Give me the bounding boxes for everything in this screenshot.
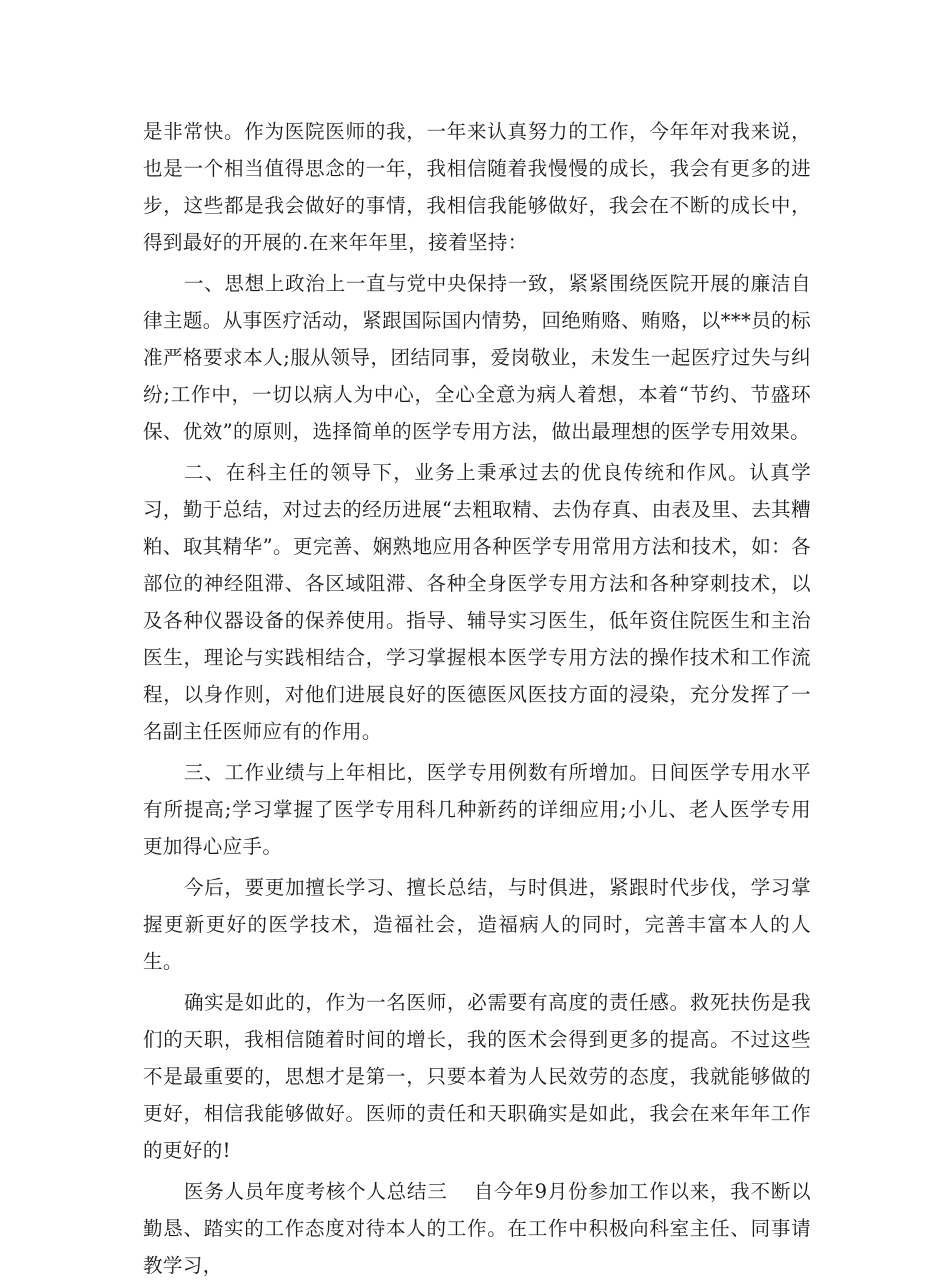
summary-three-text: 自今年9月份参加工作以来，我不断以勤恳、踏实的工作态度对待本人的工作。在工作中积极向科室主任、同事请教学习，	[143, 1180, 811, 1277]
paragraph-point-three: 三、工作业绩与上年相比，医学专用例数有所增加。日间医学专用水平有所提高;学习掌握了医学专用科几种新药的详细应用;小儿、老人医学专用更加得心应手。	[143, 761, 811, 858]
paragraph-point-one: 一、思想上政治上一直与党中央保持一致，紧紧围绕医院开展的廉洁自律主题。从事医疗活动，紧跟国际国内情势，回绝贿赂、贿赂，以***员的标准严格要求本人;服从领导，团结同事，爱岗敬业，未发生一起医疗过失与纠纷;工作中，一切以病人为中心，全心全意为病人着想，本着“节约、节盛环保、优效”的原则，选择简单的医学专用方法，做出最理想的医学专用效果。	[143, 272, 811, 443]
summary-three-heading: 医务人员年度考核个人总结三	[183, 1180, 448, 1203]
paragraph-point-two: 二、在科主任的领导下，业务上秉承过去的优良传统和作风。认真学习，勤于总结，对过去的经历进展“去粗取精、去伪存真、由表及里、去其糟粕、取其精华”。更完善、娴熟地应用各种医学专用常用方法和技术，如：各部位的神经阻滞、各区域阻滞、各种全身医学专用方法和各种穿刺技术，以及各种仪器设备的保养使用。指导、辅导实习医生，低年资住院医生和主治医生，理论与实践相结合，学习掌握根本医学专用方法的操作技术和工作流程，以身作则，对他们进展良好的医德医风医技方面的浸染，充分发挥了一名副主任医师应有的作用。	[143, 461, 811, 743]
paragraph-intro: 是非常快。作为医院医师的我，一年来认真努力的工作，今年年对我来说，也是一个相当值得思念的一年，我相信随着我慢慢的成长，我会有更多的进步，这些都是我会做好的事情，我相信我能够做好，我会在不断的成长中，得到最好的开展的.在来年年里，接着坚持：	[143, 120, 811, 254]
paragraph-summary-three	[143, 1173, 811, 1284]
paragraph-future-plan: 今后，要更加擅长学习、擅长总结，与时俱进，紧跟时代步伐，学习掌握更新更好的医学技术，造福社会，造福病人的同时，完善丰富本人的人生。	[143, 876, 811, 973]
paragraph-responsibility: 确实是如此的，作为一名医师，必需要有高度的责任感。救死扶伤是我们的天职，我相信随着时间的增长，我的医术会得到更多的提高。不过这些不是最重要的，思想才是第一，只要本着为人民效劳的态度，我就能够做的更好，相信我能够做好。医师的责任和天职确实是如此，我会在来年年工作的更好的!	[143, 991, 811, 1162]
document-page	[143, 113, 811, 1288]
